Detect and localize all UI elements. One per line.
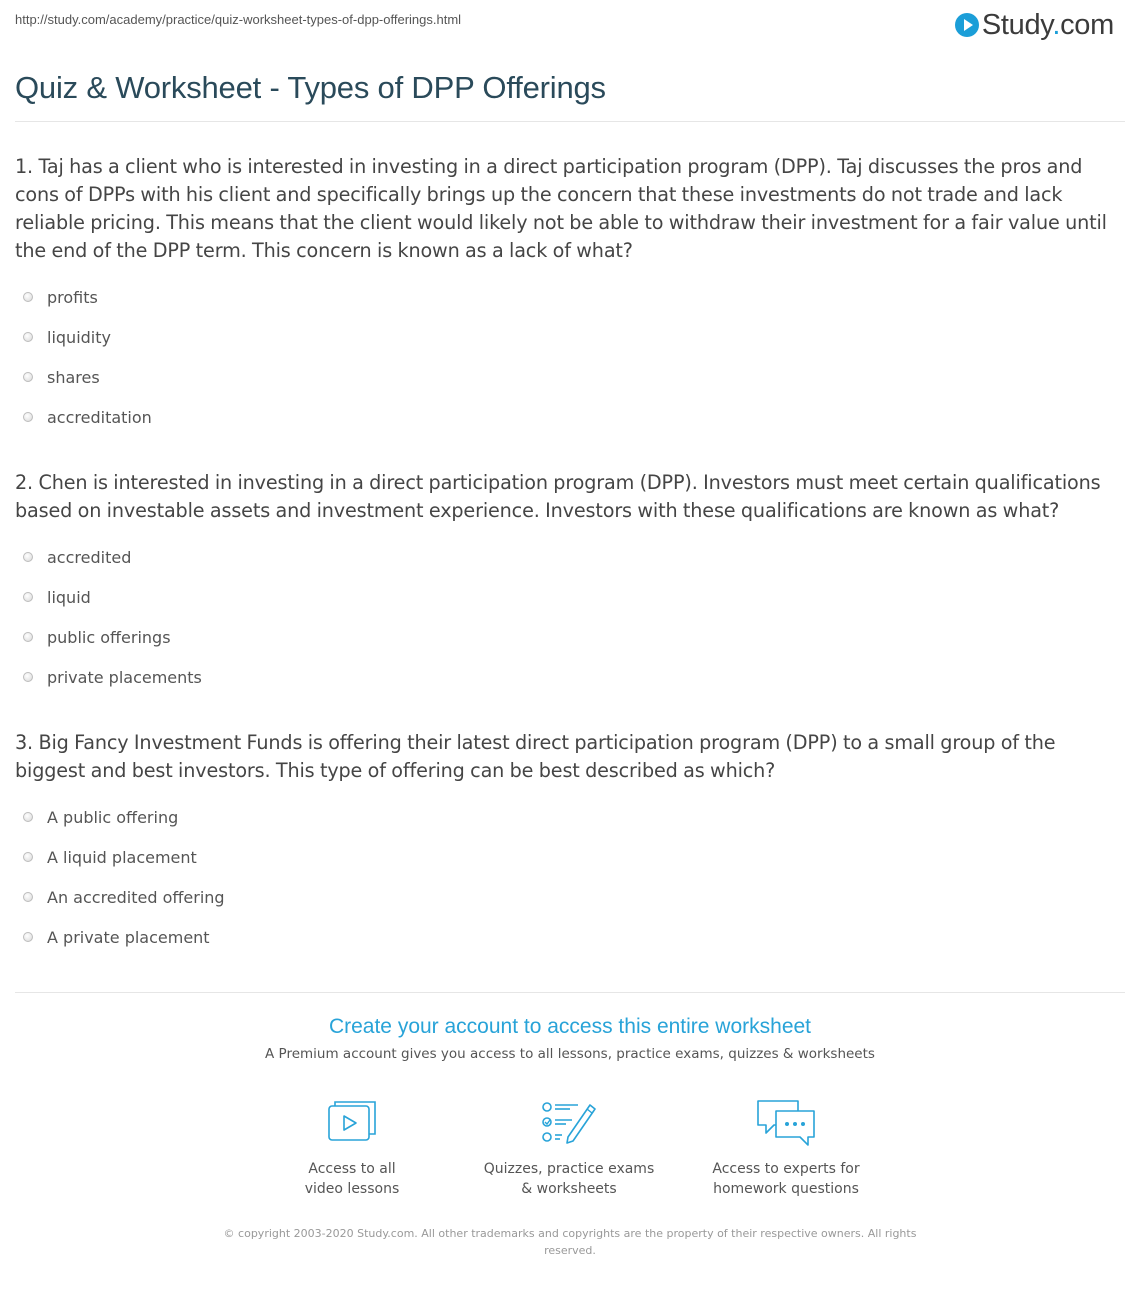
- top-bar: [0, 0, 1140, 60]
- answer-option[interactable]: [15, 357, 1125, 397]
- radio-button[interactable]: [23, 372, 33, 382]
- feature-quizzes: [459, 1097, 679, 1199]
- feature-label: Access to experts for homework questions: [712, 1161, 860, 1197]
- play-logo-icon: [955, 13, 979, 37]
- answer-options: [15, 537, 1125, 697]
- answer-label[interactable]: shares: [47, 367, 100, 387]
- radio-button[interactable]: [23, 672, 33, 682]
- cta-subtitle: A Premium account gives you access to all lessons, practice exams, quizzes & worksheets: [265, 1046, 875, 1062]
- question-3: [15, 729, 1125, 957]
- quiz-checklist-icon: [540, 1097, 598, 1147]
- video-lesson-icon: [325, 1097, 379, 1147]
- answer-label[interactable]: accreditation: [47, 407, 152, 427]
- answer-label[interactable]: private placements: [47, 667, 202, 687]
- feature-video-lessons: [242, 1097, 462, 1199]
- answer-label[interactable]: A liquid placement: [47, 847, 197, 867]
- answer-option[interactable]: [15, 317, 1125, 357]
- answer-option[interactable]: [15, 917, 1125, 957]
- answer-label[interactable]: liquid: [47, 587, 91, 607]
- answer-option[interactable]: [15, 837, 1125, 877]
- answer-option[interactable]: [15, 397, 1125, 437]
- question-text: 2. Chen is interested in investing in a direct participation program (DPP). Investors must meet certain qualifications based on investable assets and investment experience. Investors with these qualifications are known as what?: [15, 471, 1101, 522]
- answer-option[interactable]: [15, 657, 1125, 697]
- feature-experts: [676, 1097, 896, 1199]
- radio-button[interactable]: [23, 332, 33, 342]
- radio-button[interactable]: [23, 852, 33, 862]
- question-1: [15, 153, 1125, 437]
- radio-button[interactable]: [23, 632, 33, 642]
- question-2: [15, 469, 1125, 697]
- cta-divider: [15, 992, 1125, 993]
- question-text: 3. Big Fancy Investment Funds is offering their latest direct participation program (DPP) to a small group of the biggest and best investors. This type of offering can be best described as which?: [15, 731, 1056, 782]
- study-logo[interactable]: [955, 8, 1114, 42]
- answer-options: [15, 797, 1125, 957]
- answer-label[interactable]: A public offering: [47, 807, 179, 827]
- answer-label[interactable]: liquidity: [47, 327, 111, 347]
- answer-option[interactable]: [15, 797, 1125, 837]
- answer-label[interactable]: A private placement: [47, 927, 210, 947]
- answer-option[interactable]: [15, 277, 1125, 317]
- radio-button[interactable]: [23, 892, 33, 902]
- page-url: http://study.com/academy/practice/quiz-worksheet-types-of-dpp-offerings.html: [15, 12, 462, 27]
- question-list: [15, 153, 1125, 989]
- copyright-notice: © copyright 2003-2020 Study.com. All other trademarks and copyrights are the property of their respective owners. All rights reserved.: [223, 1227, 917, 1257]
- title-divider: [15, 121, 1125, 122]
- answer-label[interactable]: An accredited offering: [47, 887, 225, 907]
- radio-button[interactable]: [23, 412, 33, 422]
- answer-label[interactable]: profits: [47, 287, 98, 307]
- answer-option[interactable]: [15, 617, 1125, 657]
- answer-label[interactable]: accredited: [47, 547, 132, 567]
- create-account-link[interactable]: Create your account to access this entire worksheet: [328, 1015, 812, 1038]
- answer-options: [15, 277, 1125, 437]
- answer-option[interactable]: [15, 577, 1125, 617]
- radio-button[interactable]: [23, 812, 33, 822]
- expert-chat-icon: [754, 1097, 818, 1147]
- logo-text: Study.com: [981, 8, 1114, 41]
- feature-label: Access to all video lessons: [304, 1161, 400, 1197]
- page-title: Quiz & Worksheet - Types of DPP Offerings: [15, 70, 606, 105]
- radio-button[interactable]: [23, 592, 33, 602]
- radio-button[interactable]: [23, 552, 33, 562]
- answer-option[interactable]: [15, 877, 1125, 917]
- feature-label: Quizzes, practice exams & worksheets: [483, 1161, 655, 1197]
- radio-button[interactable]: [23, 932, 33, 942]
- question-text: 1. Taj has a client who is interested in investing in a direct participation program (DPP). Taj discusses the pros and cons of DPPs with his client and specifically brings up the concern that these investments do not trade and lack reliable pricing. This means that the client would likely not be able to withdraw their investment for a fair value until the end of the DPP term. This concern is known as a lack of what?: [15, 155, 1107, 262]
- answer-label[interactable]: public offerings: [47, 627, 171, 647]
- radio-button[interactable]: [23, 292, 33, 302]
- answer-option[interactable]: [15, 537, 1125, 577]
